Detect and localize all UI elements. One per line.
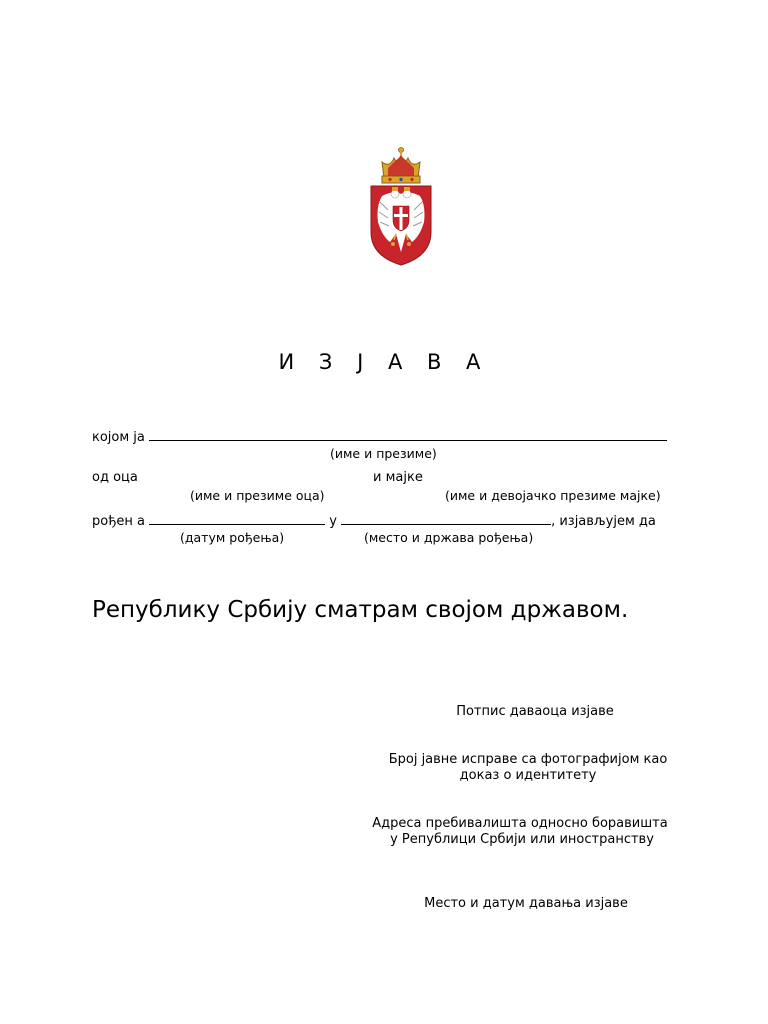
father-hint: (име и презиме оца)	[190, 488, 325, 503]
name-hint: (име и презиме)	[330, 446, 437, 461]
name-prefix: којом ја	[92, 430, 145, 445]
name-field[interactable]	[149, 428, 667, 441]
mother-label: и мајке	[373, 470, 423, 485]
birth-prefix: рођен а	[92, 514, 145, 529]
page-title: И З Ј А В А	[278, 350, 490, 374]
birth-place-field[interactable]	[341, 512, 551, 525]
coat-of-arms-icon	[368, 144, 434, 266]
birth-suffix: , изјављујем да	[551, 514, 656, 529]
place-date-label: Место и датум давања изјаве	[424, 896, 628, 911]
crown-icon	[382, 148, 420, 184]
declaration-text: Републику Србију сматрам својом државом.	[92, 597, 629, 623]
birth-connector: у	[329, 514, 337, 529]
birth-row	[92, 512, 656, 529]
name-row	[92, 428, 667, 445]
id-document-label-line1: Број јавне исправе са фотографијом као	[388, 752, 668, 767]
signature-label: Потпис даваоца изјаве	[456, 704, 614, 719]
address-label-line2: у Републици Србији или иностранству	[390, 832, 654, 847]
id-document-label-line2: доказ о идентитету	[459, 768, 597, 783]
birth-date-hint: (датум рођења)	[180, 530, 285, 545]
mother-hint: (име и девојачко презиме мајке)	[445, 488, 661, 503]
father-label: од оца	[92, 470, 138, 485]
birth-date-field[interactable]	[149, 512, 325, 525]
address-label-line1: Адреса пребивалишта односно боравишта	[372, 816, 668, 831]
birth-place-hint: (место и држава рођења)	[364, 530, 534, 545]
